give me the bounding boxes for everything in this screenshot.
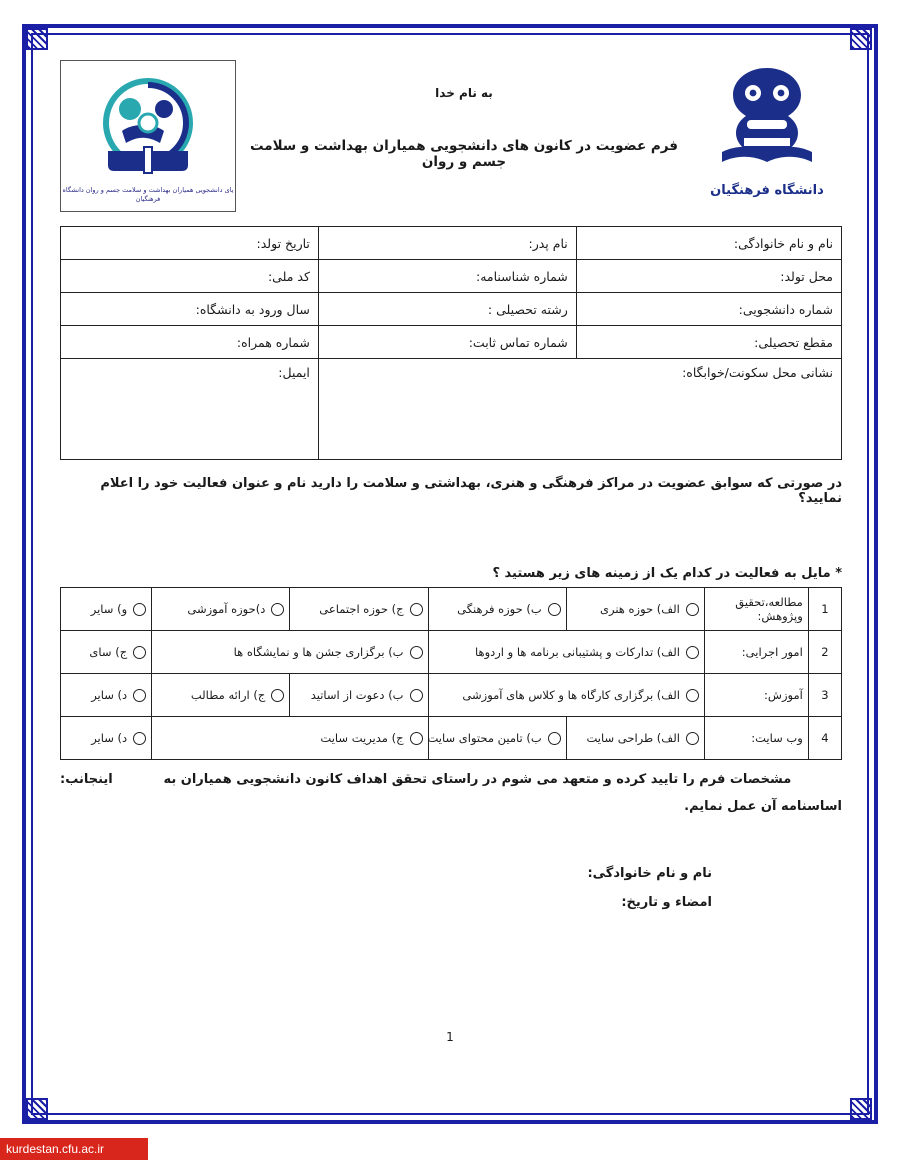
option-cell[interactable]: ج) ارائه مطالب <box>152 674 290 717</box>
applicant-info-table <box>60 226 842 460</box>
table-row <box>61 326 842 359</box>
radio-4c[interactable] <box>410 732 423 745</box>
radio-1d[interactable] <box>271 603 284 616</box>
field-birth-place[interactable]: محل تولد: <box>576 260 841 293</box>
option-cell[interactable]: ج) مدیریت سایت <box>152 717 428 760</box>
university-logo-icon <box>692 60 842 178</box>
form-title: فرم عضویت در کانون های دانشجویی همیاران بهداشت و سلامت جسم و روان <box>250 138 678 170</box>
question-previous-membership: در صورتی که سوابق عضویت در مراکز فرهنگی و هنری، بهداشتی و سلامت را دارید نام و عنوان فعالیت خود را اعلام نمایید؟ <box>100 476 842 506</box>
option-cell[interactable]: ج) حوزه اجتماعی <box>290 588 428 631</box>
table-row <box>61 717 842 760</box>
question-interest-areas: * مایل به فعالیت در کدام یک از زمینه های زیر هستید ؟ <box>492 566 842 581</box>
row-label-website: وب سایت: <box>704 717 808 760</box>
radio-3a[interactable] <box>686 689 699 702</box>
association-logo-caption: یای دانشجویی همیاران بهداشت و سلامت جسم و روان دانشگاه فرهنگیان <box>62 185 234 204</box>
option-cell[interactable]: و) سایر <box>61 588 152 631</box>
interest-areas-table <box>60 587 842 760</box>
declaration-line1 <box>60 772 842 787</box>
option-cell[interactable]: الف) تدارکات و پشتیبانی برنامه ها و اردوها <box>428 631 704 674</box>
option-cell[interactable]: ب) تامین محتوای سایت <box>428 717 566 760</box>
option-cell[interactable]: ب) برگزاری جشن ها و نمایشگاه ها <box>152 631 428 674</box>
row-number: 2 <box>808 631 841 674</box>
radio-1a[interactable] <box>686 603 699 616</box>
option-cell[interactable]: الف) حوزه هنری <box>566 588 704 631</box>
document-header <box>60 60 842 212</box>
field-address[interactable]: نشانی محل سکونت/خوابگاه: <box>318 359 841 460</box>
besmellah-text: به نام خدا <box>435 86 493 100</box>
answer-space-question1[interactable] <box>60 506 842 566</box>
option-cell[interactable]: ب) دعوت از اساتید <box>290 674 428 717</box>
radio-3d[interactable] <box>133 689 146 702</box>
corner-ornament-bottom-right <box>850 1098 872 1120</box>
footer-url-badge[interactable]: kurdestan.cfu.ac.ir <box>0 1138 148 1160</box>
table-row <box>61 293 842 326</box>
field-email[interactable]: ایمیل: <box>61 359 319 460</box>
row-number: 1 <box>808 588 841 631</box>
field-study-level[interactable]: مقطع تحصیلی: <box>576 326 841 359</box>
page-number: 1 <box>446 1030 454 1044</box>
signature-date-field[interactable]: امضاء و تاریخ: <box>621 894 712 910</box>
row-number: 4 <box>808 717 841 760</box>
corner-ornament-top-left <box>26 28 48 50</box>
radio-2c[interactable] <box>133 646 146 659</box>
table-row <box>61 674 842 717</box>
radio-3c[interactable] <box>271 689 284 702</box>
field-student-number[interactable]: شماره دانشجویی: <box>576 293 841 326</box>
field-landline[interactable]: شماره تماس ثابت: <box>318 326 576 359</box>
field-field-of-study[interactable]: رشته تحصیلی : <box>318 293 576 326</box>
row-label-research: مطالعه،تحقیق وپژوهش: <box>704 588 808 631</box>
option-cell[interactable]: د)حوزه آموزشی <box>152 588 290 631</box>
table-row <box>61 260 842 293</box>
table-row <box>61 359 842 460</box>
option-cell[interactable]: د) سایر <box>61 717 152 760</box>
radio-4b[interactable] <box>548 732 561 745</box>
table-row <box>61 631 842 674</box>
option-cell[interactable]: ب) حوزه فرهنگی <box>428 588 566 631</box>
corner-ornament-bottom-left <box>26 1098 48 1120</box>
radio-3b[interactable] <box>410 689 423 702</box>
university-logo <box>692 60 842 200</box>
radio-2b[interactable] <box>410 646 423 659</box>
declaration-applicant-label[interactable]: اینجانب: <box>60 772 113 787</box>
row-label-education: آموزش: <box>704 674 808 717</box>
row-number: 3 <box>808 674 841 717</box>
corner-ornament-top-right <box>850 28 872 50</box>
header-titles <box>236 60 692 170</box>
option-cell[interactable]: ج) سای <box>61 631 152 674</box>
option-cell[interactable]: الف) برگزاری کارگاه ها و کلاس های آموزشی <box>428 674 704 717</box>
radio-4a[interactable] <box>686 732 699 745</box>
document-content <box>60 60 842 917</box>
option-cell[interactable]: الف) طراحی سایت <box>566 717 704 760</box>
radio-1b[interactable] <box>548 603 561 616</box>
field-full-name[interactable]: نام و نام خانوادگی: <box>576 227 841 260</box>
field-entry-year[interactable]: سال ورود به دانشگاه: <box>61 293 319 326</box>
declaration-text: مشخصات فرم را تایید کرده و متعهد می شوم در راستای تحقق اهداف کانون دانشجویی همیاران به <box>163 772 792 787</box>
university-logo-caption: دانشگاه فرهنگیان <box>710 183 824 198</box>
field-id-number[interactable]: شماره شناسنامه: <box>318 260 576 293</box>
field-mobile[interactable]: شماره همراه: <box>61 326 319 359</box>
association-logo-icon <box>78 75 218 183</box>
table-row <box>61 588 842 631</box>
association-logo-box <box>60 60 236 212</box>
declaration-line2: اساسنامه آن عمل نمایم. <box>684 799 842 814</box>
signature-name-field[interactable]: نام و نام خانوادگی: <box>587 866 712 881</box>
option-cell[interactable]: د) سایر <box>61 674 152 717</box>
signature-block <box>60 860 842 917</box>
radio-4d[interactable] <box>133 732 146 745</box>
table-row <box>61 227 842 260</box>
radio-2a[interactable] <box>686 646 699 659</box>
field-father-name[interactable]: نام پدر: <box>318 227 576 260</box>
radio-1c[interactable] <box>410 603 423 616</box>
row-label-executive: امور اجرایی: <box>704 631 808 674</box>
field-birth-date[interactable]: تاریخ تولد: <box>61 227 319 260</box>
radio-1e[interactable] <box>133 603 146 616</box>
field-national-code[interactable]: کد ملی: <box>61 260 319 293</box>
